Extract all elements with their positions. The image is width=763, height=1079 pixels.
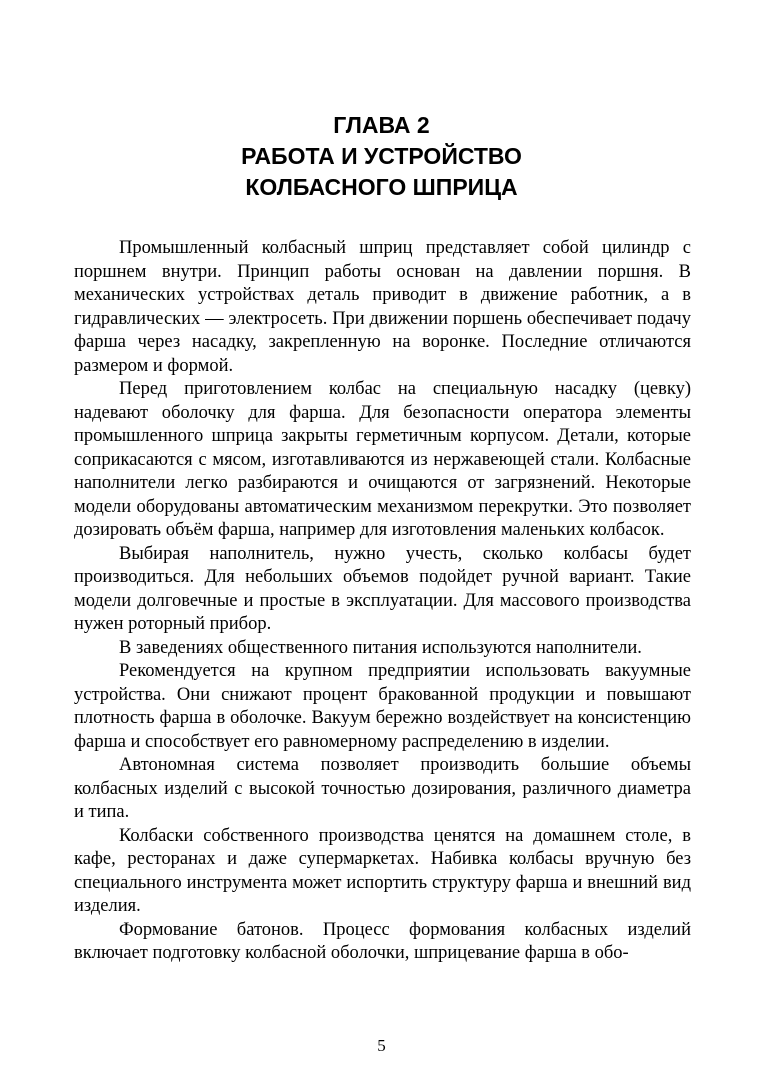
body-text xyxy=(74,237,691,966)
paragraph: Выбирая наполнитель, нужно учесть, сколько колбасы будет производиться. Для небольших объемов подойдет ручной вариант. Такие модели долговечные и простые в эксплуатации. Для массового производства нужен роторный прибор. xyxy=(74,543,691,634)
paragraph: Перед приготовлением колбас на специальную насадку (цевку) надевают оболочку для фарша. Для безопасности оператора элементы промышленного шприца закрыты герметичным корпусом. Детали, которые соприкасаются с мясом, изготавливаются из нержавеющей стали. Колбасные наполнители легко разбираются и очищаются от загрязнений. Некоторые модели оборудованы автоматическим механизмом перекрутки. Это позволяет дозировать объём фарша, например для изготовления маленьких колбасок. xyxy=(74,379,691,540)
paragraph: Колбаски собственного производства ценятся на домашнем столе, в кафе, ресторанах и даже супермаркетах. Набивка колбасы вручную без специального инструмента может испортить структуру фарша и внешний вид изделия. xyxy=(74,825,691,916)
chapter-heading xyxy=(0,110,763,203)
paragraph: Рекомендуется на крупном предприятии использовать вакуумные устройства. Они снижают процент бракованной продукции и повышают плотность фарша в оболочке. Вакуум бережно воздействует на консистенцию фарша и способствует его равномерному распределению в изделии. xyxy=(74,661,691,752)
page-number: 5 xyxy=(377,1036,386,1055)
paragraph: Промышленный колбасный шприц представляет собой цилиндр с поршнем внутри. Принцип работы основан на давлении поршня. В механических устройствах деталь приводит в движение работник, а в гидравлических — электросеть. При движении поршень обеспечивает подачу фарша через насадку, закрепленную на воронке. Последние отличаются размером и формой. xyxy=(74,238,691,376)
paragraph: Автономная система позволяет производить большие объемы колбасных изделий с высокой точностью дозирования, различного диаметра и типа. xyxy=(74,755,691,822)
paragraph: В заведениях общественного питания используются наполнители. xyxy=(119,637,642,658)
chapter-title-line-1: РАБОТА И УСТРОЙСТВО xyxy=(241,143,522,169)
chapter-title-line-2: КОЛБАСНОГО ШПРИЦА xyxy=(245,174,518,200)
paragraph: Формование батонов. Процесс формования колбасных изделий включает подготовку колбасной оболочки, шприцевание фарша в обо- xyxy=(74,919,691,963)
chapter-label: ГЛАВА 2 xyxy=(333,112,430,138)
